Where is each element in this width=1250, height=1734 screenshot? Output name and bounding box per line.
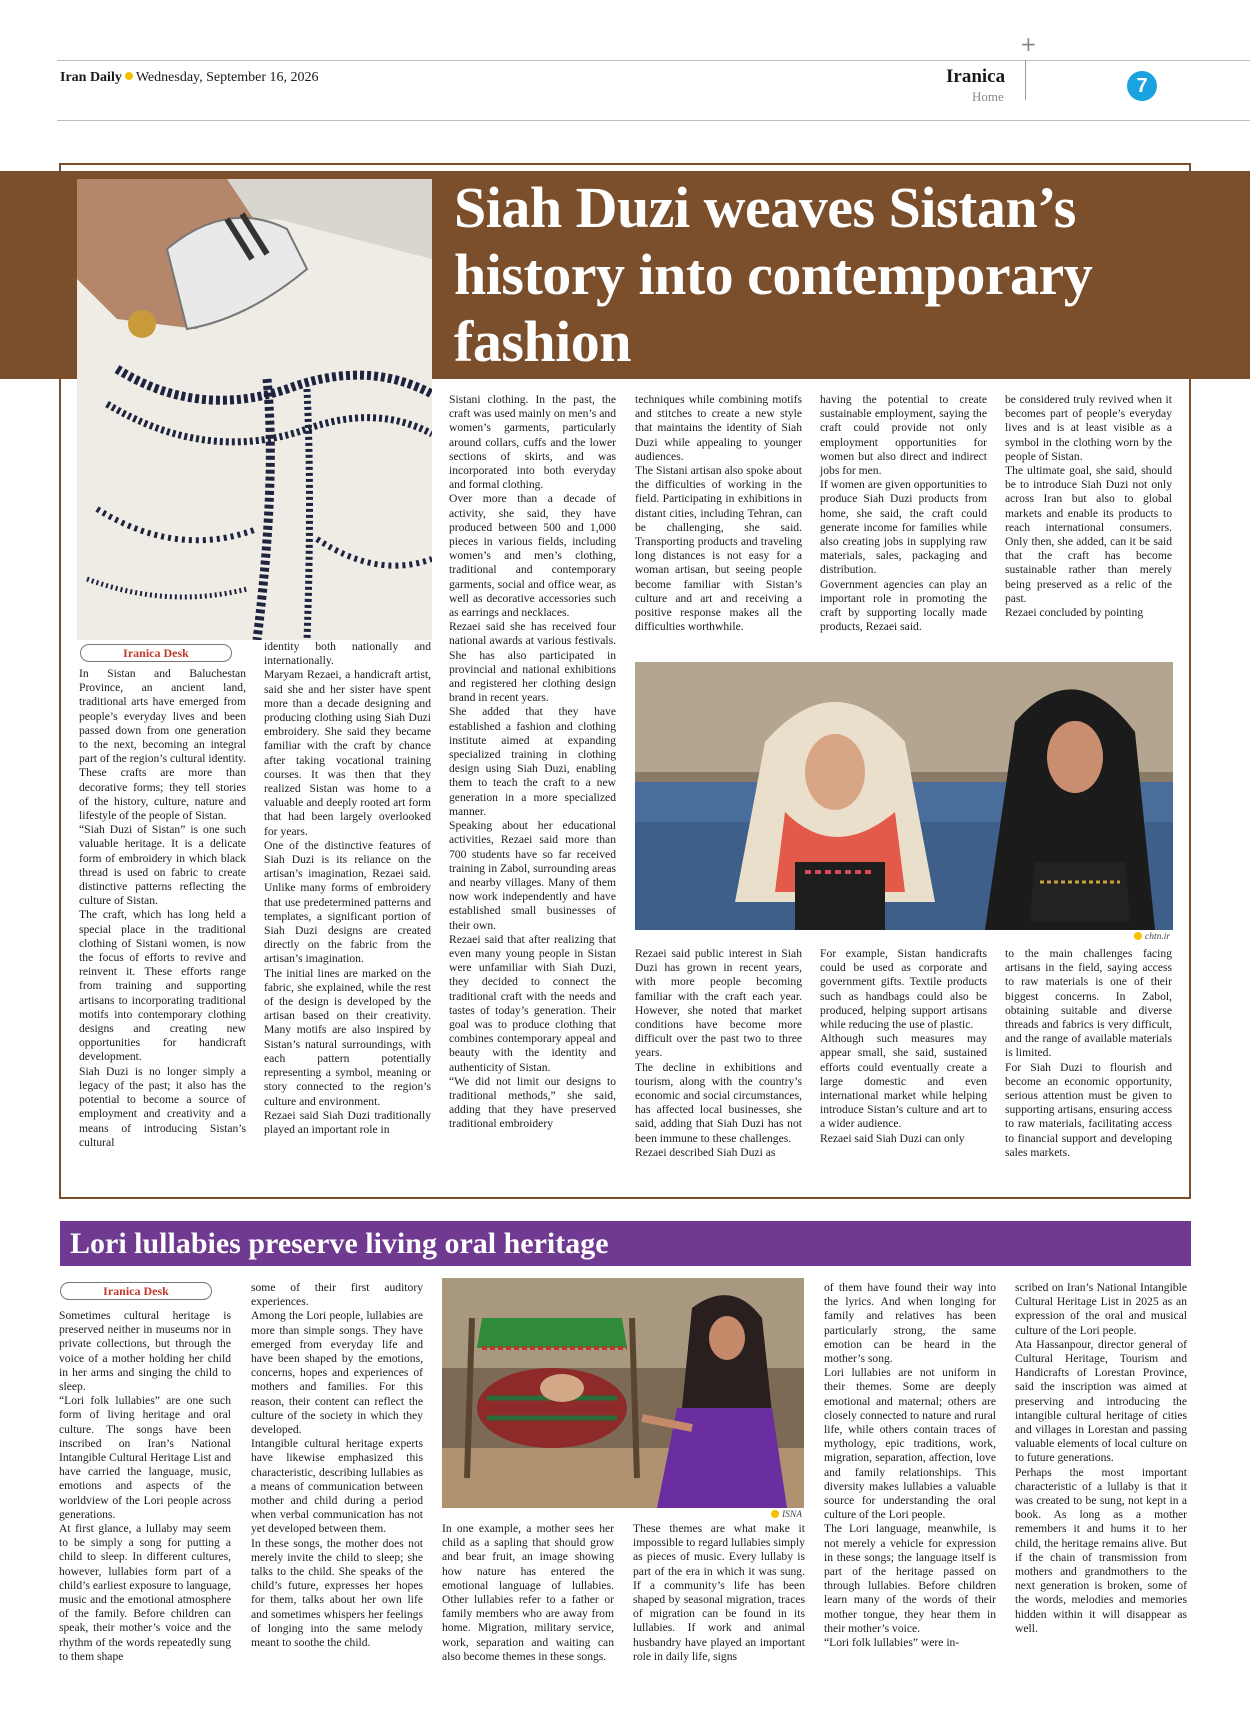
story1-col7-text: Rezaei said public interest in Siah Duzi has grown in recent years, with more people becoming familiar with the craft each year. However, she noted that market conditions have become more difficult over the past two to three years. The decline in exhibitions and tourism, along with the country’s economic and social circumstances, has affected local businesses, she said, adding that Siah Duzi has not been immune to these challenges. Rezaei described Siah Duzi as [635,947,802,1159]
story2-col1-text: Sometimes cultural heritage is preserved neither in museums nor in private collections, but through the voice of a mother holding her child in her arms and singing the child to sleep. “Lori folk lullabies” are one such form of living heritage and oral culture. The songs have been inscribed on Iran’s National Intangible Cultural Heritage List and have carried the language, music, emotions and aspects of the worldview of the Lori people across generations. At first glance, a lullaby may seem to be simply a song for putting a child to sleep. In different cultures, however, lullabies form part of a child’s earliest exposure to language, music and the emotional atmosphere of the family. Before children can speak, their mother’s voice and the rhythm of the words repeatedly sung to them shape [59,1309,231,1663]
credit-dot-icon [771,1510,779,1518]
story1-column-9 [1005,947,1172,1160]
paper-name: Iran Daily [60,70,122,85]
story2-col5-text: of them have found their way into the lyrics. And when longing for family and relatives has been particularly strong, the same emotion can be heard in the mother’s song. Lori lullabies are not uniform in their themes. Some are deeply emotional and maternal; others are closely connected to nature and rural life, while others contain traces of mythology, epic traditions, work, migration, separation, affection, love and family relationships. This diversity makes lullabies a valuable source for understanding the oral culture of the Lori people. The Lori language, meanwhile, is not merely a vehicle for expression in these songs; the language itself is part of the heritage passed on through lullabies. Before children learn many of the words of their mother tongue, they hear them in their mother’s voice. “Lori folk lullabies” were in- [824,1281,996,1650]
header-divider [1025,60,1026,100]
story2-column-4 [633,1522,805,1664]
story1-col2-text: identity both nationally and internationally. Maryam Rezaei, a handicraft artist, said she and her sister have spent more than a decade designing and producing clothing using Siah Duzi embroidery. She said they became familiar with the craft by chance after taking vocational training courses. It was then that they realized Sistan was home to a valuable and deeply rooted art form that had been largely overlooked for years. One of the distinctive features of Siah Duzi is its reliance on the artisan’s imagination, Rezaei said. Unlike many forms of embroidery that use predetermined patterns and templates, a significant portion of Siah Duzi designs are created directly on the fabric from the artisan’s imagination. The initial lines are marked on the fabric, she explained, while the rest of the design is developed by the artisan based on their creativity. Many motifs are also inspired by Sistan’s natural surroundings, with each pattern potentially representing a symbol, meaning or story connected to the region’s culture and environment. Rezaei said Siah Duzi traditionally played an important role in [264,640,431,1136]
story1-column-1 [79,667,246,1150]
story2-column-1 [59,1309,231,1664]
story2-column-5 [824,1281,996,1650]
story2-col6-text: scribed on Iran’s National Intangible Cultural Heritage List in 2025 as an expression of the oral and musical culture of the Lori people. Ata Hassanpour, director general of Cultural Heritage, Tourism and Handicrafts of Lorestan Province, said the inscription was aimed at preserving and introducing the intangible cultural heritage of cities and villages in Lorestan and passing valuable elements of local culture on to future generations. Perhaps the most important characteristic of a lullaby is that it was created to be sung, not kept in a book. As long as a mother remembers it and hums it to her child, the heritage remains alive. But if the chain of transmission from mothers and grandmothers to the next generation is broken, some of the words, melodies and memories hidden within it will disappear as well. [1015,1281,1187,1635]
bullet-dot-icon [125,72,133,80]
story1-col9-text: to the main challenges facing artisans in the field, saying access to raw materials is one of their biggest concerns. In Zabol, obtaining suitable and diverse threads and fabrics is very difficult, and the range of available materials is limited. For Siah Duzi to flourish and become an economic opportunity, serious attention must be given to supporting artisans, ensuring access to raw materials, facilitating access to financial support and developing sales markets. [1005,947,1172,1159]
story1-col1-text: In Sistan and Baluchestan Province, an ancient land, traditional arts have emerged from people’s everyday lives and been passed down from one generation to the next, becoming an integral part of the region’s cultural identity. These crafts are more than decorative forms; they tell stories of the history, culture, nature and lifestyle of the people of Sistan. “Siah Duzi of Sistan” is one such valuable heritage. It is a delicate form of embroidery in which black thread is used on fabric to create distinctive patterns reflecting the culture of Sistan. The craft, which has long held a special place in the traditional clothing of Sistani women, is now the focus of efforts to revive and reinvent it. These efforts range from training and supporting artisans to incorporating traditional motifs into contemporary clothing designs and creating new opportunities for handicraft development. Siah Duzi is no longer simply a legacy of the past; it also has the potential to become a source of employment and creativity and a means of introducing Sistan’s cultural [79,667,246,1149]
issue-date: Wednesday, September 16, 2026 [135,70,319,85]
story1-col5-text: having the potential to create sustainable employment, saying the craft could provide not only employment opportunities for women but also direct and indirect jobs for men. If women are given opportunities to produce Siah Duzi products from home, she said, the craft could generate income for families while also creating jobs in supplying raw materials, sales, packaging and distribution. Government agencies can play an important role in promoting the craft by supporting locally made products, Rezaei said. [820,393,987,634]
story1-desk-label: Iranica Desk [80,644,232,662]
story1-credit-text: chtn.ir [1145,932,1171,942]
story1-headline: Siah Duzi weaves Sistan’s history into contemporary fashion [454,175,1093,374]
story1-col6-text: be considered truly revived when it becomes part of people’s everyday lives and is at least visible as a symbol in the clothing worn by the people of Sistan. The ultimate goal, she said, should be to introduce Siah Duzi not only across Iran but also to global markets and enable its products to reach international consumers. Only then, she added, can it be said that the craft has become sustainable rather than merely being preserved as a relic of the past. Rezaei concluded by pointing [1005,393,1172,620]
story1-photo-credit [1134,932,1170,942]
story1-column-4 [635,393,802,634]
story1-col4-text: techniques while combining motifs and stitches to create a new style that maintains the identity of Siah Duzi while appealing to younger audiences. The Sistani artisan also spoke about the difficulties of working in the field. Participating in exhibitions in distant cities, including Tehran, can be challenging, she said. Transporting products and traveling long distances is not easy for a woman artisan, but seeing people become familiar with Sistan’s culture and art and receiving a positive response makes all the difficulties worthwhile. [635,393,802,634]
story2-credit-text: ISNA [782,1510,803,1520]
story2-col2-text: some of their first auditory experiences. Among the Lori people, lullabies are more than simple songs. They have emerged from everyday life and have been shaped by the emotions, concerns, hopes and experiences of mothers and families. For this reason, their content can reflect the culture of the society in which they developed. Intangible cultural heritage experts have likewise emphasized this characteristic, describing lullabies as a means of communication between mother and child during a period when verbal communication has not yet developed between them. In these songs, the mother does not merely invite the child to sleep; she talks to the child. She speaks of the child’s future, expresses her hopes for them, talks about her own life and sometimes whispers her feelings of longing into the same melody meant to soothe the child. [251,1281,423,1650]
subsection-name: Home [972,89,1004,104]
story1-col8-text: For example, Sistan handicrafts could be used as corporate and government gifts. Textile products such as handbags could also be produced, helping support artisans while reducing the use of plastic. Although such measures may appear small, she said, sustained efforts could eventually create a large domestic and even international market while helping introduce Sistan’s culture and art to a wider audience. Rezaei said Siah Duzi can only [820,947,987,1145]
masthead [60,70,319,86]
story1-col3-text: Sistani clothing. In the past, the craft was used mainly on men’s and women’s garments, particularly around collars, cuffs and the lower sections of skirts, and was incorporated into both everyday and formal clothing. Over more than a decade of activity, she said, they have produced between 500 and 1,000 pieces in various fields, including women’s and men’s clothing, traditional and contemporary garments, social and office wear, as well as decorative accessories such as earrings and necklaces. Rezaei said she has received four national awards at various festivals. She has also participated in provincial and national exhibitions and registered her clothing design brand in recent years. She added that they have established a fashion and clothing institute aimed at expanding specialized training in clothing design using Siah Duzi, enabling them to teach the craft to a new generation in a more specialized manner. Speaking about her educational activities, Rezaei said more than 700 students have so far received training in Zabol, surrounding areas and nearby villages. Many of them now work independently and have established small businesses of their own. Rezaei said that after realizing that even many young people in Sistan were unfamiliar with Siah Duzi, they decided to connect the traditional craft with the needs and tastes of today’s generation. Their goal was to produce clothing that combines contemporary appeal and beauty with the identity and authenticity of Sistan. “We did not limit our designs to traditional methods,” she said, adding that they have preserved traditional embroidery [449,393,616,1131]
story1-column-5 [820,393,987,634]
story1-column-6 [1005,393,1172,620]
story2-column-3 [442,1522,614,1664]
page-number-badge: 7 [1127,71,1157,101]
header-bottom-rule [57,120,1250,121]
section-name: Iranica [946,66,1006,87]
crop-mark-icon: + [1020,32,1037,56]
story1-column-7 [635,947,802,1160]
story1-column-8 [820,947,987,1146]
story1-column-2 [264,640,431,1137]
header-top-rule [57,60,1250,61]
story2-headline: Lori lullabies preserve living oral heritage [70,1227,609,1260]
embroidery-ironing-photo [77,179,432,640]
artisans-embroidering-photo [635,662,1173,930]
credit-dot-icon [1134,932,1142,940]
story2-photo-credit [771,1510,802,1520]
story1-column-3 [449,393,616,1132]
story2-desk-label: Iranica Desk [60,1282,212,1300]
story2-col4-text: These themes are what make it impossible to regard lullabies simply as pieces of music. Every lullaby is part of the era in which it was sung. If a community’s life has been shaped by seasonal migration, traces of migration can be found in its lullabies. If work and animal husbandry have played an important role in daily life, signs [633,1522,805,1663]
story2-col3-text: In one example, a mother sees her child as a sapling that should grow and bear fruit, an image showing how nature has entered the emotional language of lullabies. Other lullabies refer to a father or family members who are away from home. Migration, military service, work, separation and waiting can also become themes in these songs. [442,1522,614,1663]
story2-column-6 [1015,1281,1187,1636]
story2-column-2 [251,1281,423,1650]
mother-rocking-cradle-photo [442,1278,804,1508]
